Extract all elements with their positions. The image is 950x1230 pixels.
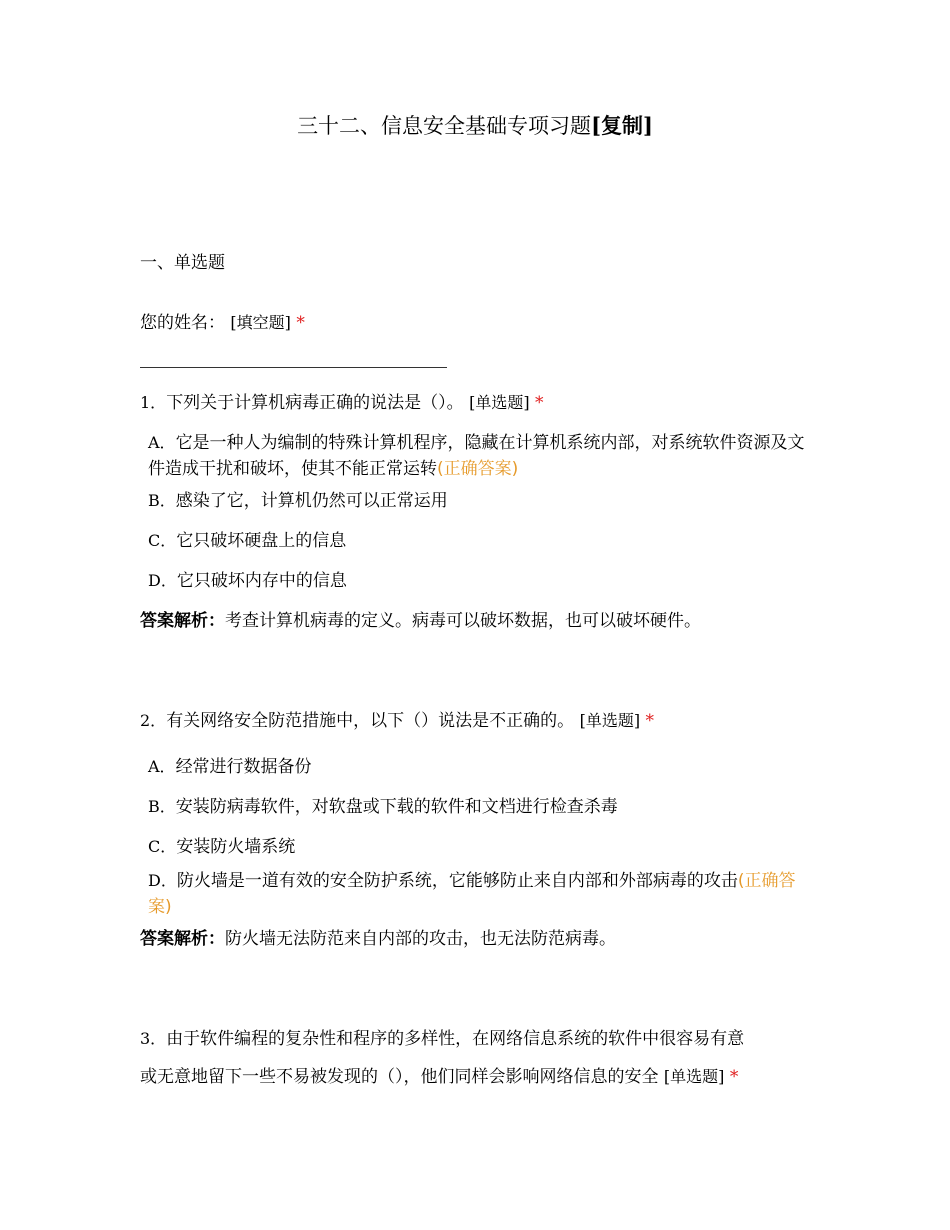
- option-letter: C．: [148, 531, 177, 550]
- question-type-tag: [填空题]: [230, 313, 291, 332]
- question-type-tag: [单选题]: [579, 711, 641, 730]
- question-number: 3．: [140, 1029, 167, 1048]
- name-answer-blank[interactable]: [140, 367, 447, 368]
- option-letter: A．: [148, 433, 176, 452]
- option-text: 防火墙是一道有效的安全防护系统，它能够防止来自内部和外部病毒的攻击: [176, 871, 738, 891]
- option-text: 它是一种人为编制的特殊计算机程序，隐藏在计算机系统内部，对系统软件资源及文件造成干扰和破坏，使其不能正常运转: [148, 433, 805, 479]
- page-title: [0, 110, 950, 142]
- question-2-option-a[interactable]: [148, 754, 828, 780]
- question-2-option-c[interactable]: [148, 834, 828, 860]
- question-2-analysis: [140, 926, 840, 952]
- question-1-option-b[interactable]: [148, 488, 828, 514]
- option-letter: D．: [148, 871, 177, 890]
- question-text: 或无意地留下一些不易被发现的（），他们同样会影响网络信息的安全: [140, 1067, 659, 1087]
- question-1-option-a[interactable]: [148, 430, 808, 482]
- name-question-label: 您的姓名：: [140, 313, 225, 333]
- question-text: 有关网络安全防范措施中，以下（）说法是不正确的。: [166, 711, 575, 731]
- question-1-analysis: [140, 608, 840, 634]
- analysis-text: 考查计算机病毒的定义。病毒可以破坏数据，也可以破坏硬件。: [225, 611, 701, 631]
- required-asterisk: *: [535, 393, 544, 413]
- required-asterisk: *: [645, 711, 654, 731]
- correct-answer-tag: (正确答案): [437, 459, 519, 479]
- question-2-option-b[interactable]: [148, 794, 828, 820]
- required-asterisk: *: [729, 1067, 739, 1087]
- option-letter: B．: [148, 797, 176, 816]
- option-text: 安装防病毒软件，对软盘或下载的软件和文档进行检查杀毒: [175, 797, 618, 817]
- option-letter: A．: [148, 757, 176, 776]
- analysis-label: 答案解析：: [140, 929, 225, 949]
- question-3-line-1: [140, 1026, 840, 1052]
- question-3-title: [140, 1026, 840, 1090]
- analysis-text: 防火墙无法防范来自内部的攻击，也无法防范病毒。: [225, 929, 616, 949]
- question-1-option-c[interactable]: [148, 528, 828, 554]
- question-2-option-d[interactable]: [148, 868, 808, 920]
- analysis-label: 答案解析：: [140, 611, 225, 631]
- option-text: 它只破坏硬盘上的信息: [176, 531, 347, 551]
- question-text: 由于软件编程的复杂性和程序的多样性，在网络信息系统的软件中很容易有意: [166, 1029, 745, 1049]
- option-text: 它只破坏内存中的信息: [176, 571, 347, 591]
- question-number: 2．: [140, 711, 167, 730]
- question-1-title: [140, 390, 820, 416]
- section-heading: 一、单选题: [140, 253, 225, 273]
- option-text: 感染了它，计算机仍然可以正常运用: [175, 491, 448, 511]
- correct-answer-tag: (正确答案): [148, 871, 796, 917]
- option-letter: D．: [148, 571, 177, 590]
- question-text: 下列关于计算机病毒正确的说法是（）。: [166, 393, 464, 413]
- name-question: [140, 310, 305, 336]
- question-3-line-2: [140, 1064, 840, 1090]
- question-number: 1．: [140, 393, 167, 412]
- required-asterisk: *: [296, 313, 305, 333]
- page-title-main: 三十二、信息安全基础专项习题: [297, 114, 592, 138]
- option-text: 经常进行数据备份: [175, 757, 312, 777]
- option-letter: B．: [148, 491, 176, 510]
- option-letter: C．: [148, 837, 177, 856]
- question-type-tag: [单选题]: [469, 393, 530, 412]
- page-title-suffix: [复制]: [591, 113, 653, 138]
- question-2-title: [140, 708, 820, 734]
- question-type-tag: [单选题]: [663, 1067, 725, 1086]
- option-text: 安装防火墙系统: [176, 837, 296, 857]
- question-1-option-d[interactable]: [148, 568, 828, 594]
